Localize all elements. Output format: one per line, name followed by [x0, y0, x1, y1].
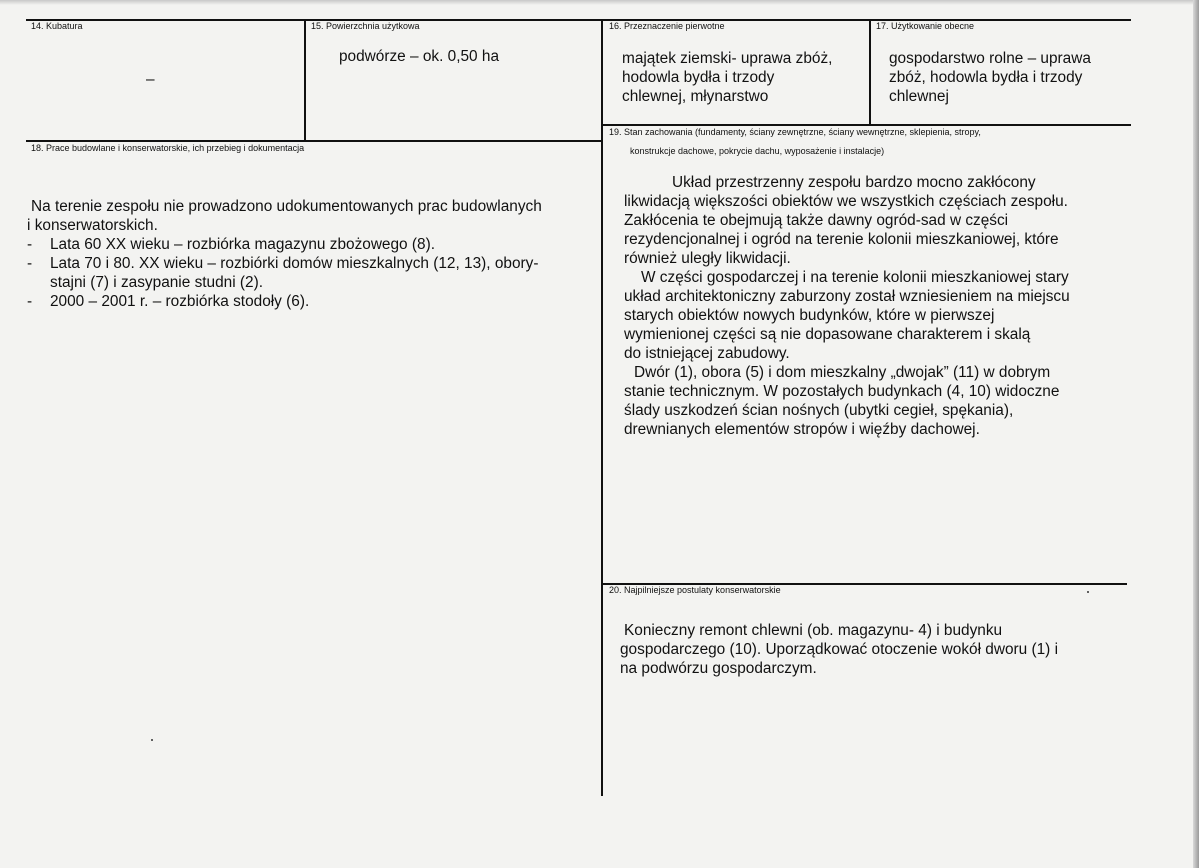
text-line: rezydencjonalnej i ogród na terenie kolonii mieszkaniowej, które: [624, 231, 1059, 248]
text-line: gospodarstwo rolne – uprawa: [889, 50, 1091, 67]
field-16-value: [622, 49, 832, 106]
text-line: drewnianych elementów stropów i więźby dachowej.: [624, 421, 980, 438]
field-18-value: [27, 197, 597, 311]
field-17-value: [889, 49, 1091, 106]
field-15-label: 15. Powierzchnia użytkowa: [311, 21, 420, 31]
field-19-label-line-2: konstrukcje dachowe, pokrycie dachu, wyposażenie i instalacje): [630, 146, 885, 156]
list-item: [27, 254, 597, 292]
text-line: starych obiektów nowych budynków, które w pierwszej: [624, 307, 995, 324]
scan-speck: [1087, 591, 1089, 593]
field-17-label: 17. Użytkowanie obecne: [876, 21, 975, 31]
text-line: Zakłócenia te obejmują także dawny ogród-sad w części: [624, 212, 1009, 229]
works-list: [27, 235, 597, 311]
text-line: stanie technicznym. W pozostałych budynkach (4, 10) widoczne: [624, 383, 1060, 400]
list-dash: -: [27, 236, 33, 253]
field-19-label-line-1: 19. Stan zachowania (fundamenty, ściany zewnętrzne, ściany wewnętrzne, sklepienia, stropy,: [609, 127, 981, 137]
text-line: 2000 – 2001 r. – rozbiórka stodoły (6).: [50, 293, 310, 310]
text-line: Na terenie zespołu nie prowadzono udokumentowanych prac budowlanych: [31, 198, 542, 215]
text-line: Konieczny remont chlewni (ob. magazynu- 4) i budynku: [624, 622, 1003, 639]
text-line: Lata 60 XX wieku – rozbiórka magazynu zbożowego (8).: [50, 236, 435, 253]
text-line: wymienionej części są nie dopasowane charakterem i skalą: [624, 326, 1031, 343]
text-line: Lata 70 i 80. XX wieku – rozbiórki domów mieszkalnych (12, 13), obory-: [50, 255, 539, 272]
field-20-label: 20. Najpilniejsze postulaty konserwatorskie: [609, 585, 781, 595]
rule-above-18: [26, 140, 602, 142]
divider-14-15: [304, 19, 306, 140]
text-line: Dwór (1), obora (5) i dom mieszkalny „dwojak” (11) w dobrym: [634, 364, 1051, 381]
text-line: układ architektoniczny zaburzony został wzniesieniem na miejscu: [624, 288, 1070, 305]
text-line: stajni (7) i zasypanie studni (2).: [50, 274, 263, 291]
text-line: zbóż, hodowla bydła i trzody: [889, 69, 1083, 86]
field-20-value: [620, 621, 1120, 678]
main-column-divider: [601, 19, 603, 796]
text-line: na podwórzu gospodarczym.: [620, 660, 817, 677]
text-line: W części gospodarczej i na terenie kolonii mieszkaniowej stary: [641, 269, 1069, 286]
list-dash: -: [27, 293, 33, 310]
text-line: i konserwatorskich.: [27, 217, 158, 234]
field-15-value: podwórze – ok. 0,50 ha: [339, 48, 500, 65]
text-line: również uległy likwidacji.: [624, 250, 791, 267]
scan-speck: [151, 739, 153, 741]
field-16-label: 16. Przeznaczenie pierwotne: [609, 21, 725, 31]
scan-top-edge: [0, 0, 1199, 5]
field-14-value: –: [146, 71, 155, 88]
rule-below-16-17: [601, 124, 1131, 126]
list-item: [27, 292, 597, 311]
text-line: ślady uszkodzeń ścian nośnych (ubytki cegieł, spękania),: [624, 402, 1014, 419]
text-line: chlewnej: [889, 88, 949, 105]
text-line: chlewnej, młynarstwo: [622, 88, 769, 105]
text-line: gospodarczego (10). Uporządkować otoczenie wokół dworu (1) i: [620, 641, 1059, 658]
scan-right-edge: [1193, 0, 1199, 868]
text-line: Układ przestrzenny zespołu bardzo mocno zakłócony: [672, 174, 1036, 191]
text-line: hodowla bydła i trzody: [622, 69, 775, 86]
field-18-label: 18. Prace budowlane i konserwatorskie, ich przebieg i dokumentacja: [31, 143, 305, 153]
list-dash: -: [27, 255, 33, 272]
text-line: majątek ziemski- uprawa zbóż,: [622, 50, 833, 67]
divider-16-17: [869, 19, 871, 125]
field-19-value: [624, 173, 1124, 439]
list-item: [27, 235, 597, 254]
text-line: do istniejącej zabudowy.: [624, 345, 790, 362]
field-14-label: 14. Kubatura: [31, 21, 83, 31]
text-line: likwidacją większości obiektów we wszystkich częściach zespołu.: [624, 193, 1068, 210]
